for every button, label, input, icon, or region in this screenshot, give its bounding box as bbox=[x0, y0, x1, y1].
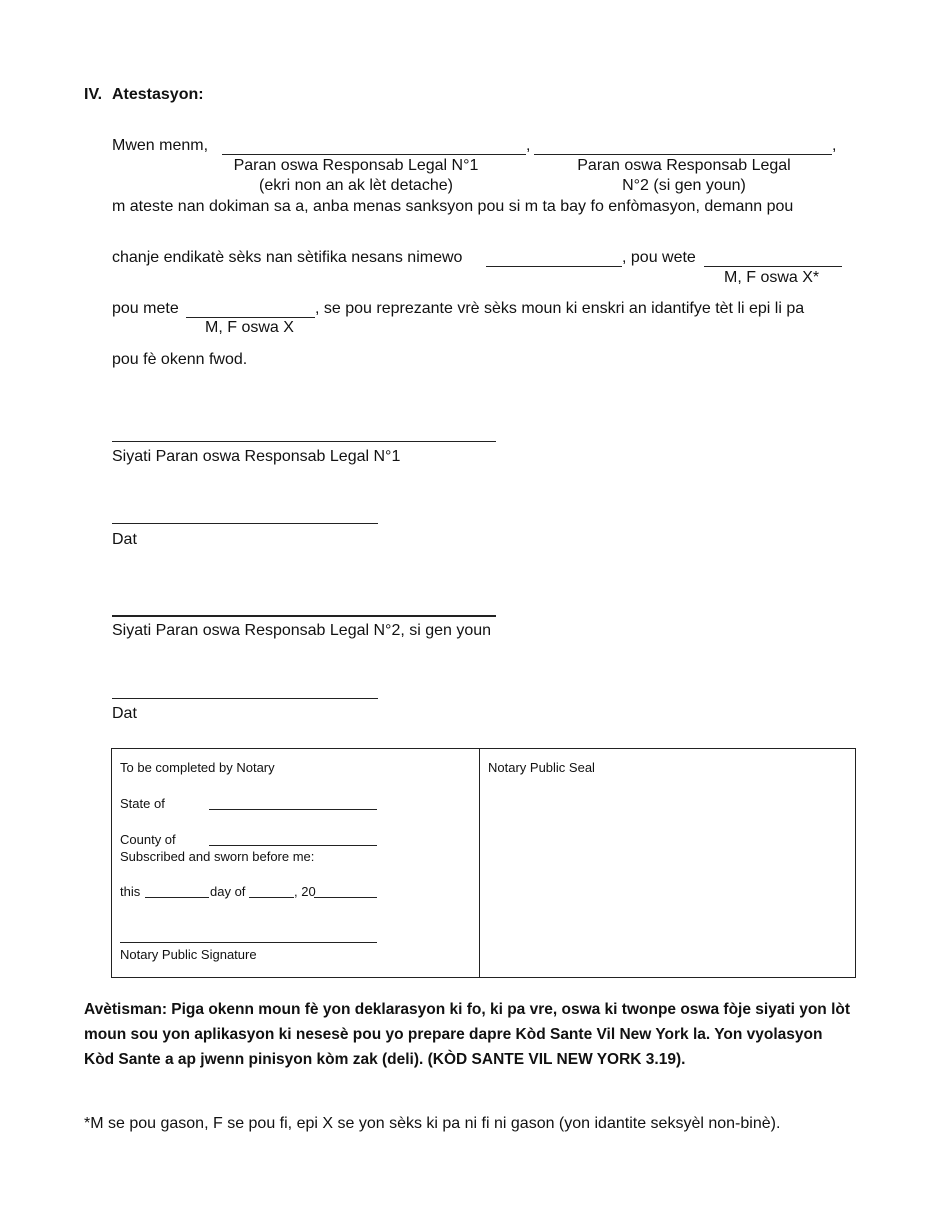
notary-month-field[interactable] bbox=[249, 897, 294, 898]
section-title: Atestasyon: bbox=[112, 86, 204, 103]
statement-line-4: pou fè okenn fwod. bbox=[112, 351, 248, 368]
notary-seal-label: Notary Public Seal bbox=[488, 760, 595, 775]
date-2-field[interactable] bbox=[112, 698, 378, 699]
remove-sex-field[interactable] bbox=[704, 266, 842, 267]
notary-county-field[interactable] bbox=[209, 845, 377, 846]
wete-caption: M, F oswa X* bbox=[724, 269, 820, 286]
notary-day-of-label: day of bbox=[210, 884, 246, 899]
statement-line-3: , se pou reprezante vrè sèks moun ki enskri an idantifye tèt li epi li pa bbox=[315, 300, 805, 317]
notary-sworn-label: Subscribed and sworn before me: bbox=[120, 849, 315, 864]
notary-divider bbox=[479, 748, 480, 978]
certificate-number-field[interactable] bbox=[486, 266, 622, 267]
comma-1: , bbox=[526, 137, 531, 154]
date-1-label: Dat bbox=[112, 531, 137, 548]
statement-line-1: m ateste nan dokiman sa a, anba menas sanksyon pou si m ta bay fo enfòmasyon, demann pou bbox=[112, 198, 794, 215]
pou-mete-text: pou mete bbox=[112, 300, 179, 317]
date-2-label: Dat bbox=[112, 705, 137, 722]
intro-text: Mwen menm, bbox=[112, 137, 209, 154]
statement-line-2: chanje endikatè sèks nan sètifika nesans nimewo bbox=[112, 249, 463, 266]
parent1-caption-1: Paran oswa Responsab Legal N°1 bbox=[233, 157, 479, 174]
notary-this-label: this bbox=[120, 884, 141, 899]
notary-signature-label: Notary Public Signature bbox=[120, 947, 257, 962]
section-number: IV. bbox=[84, 86, 103, 103]
add-sex-field[interactable] bbox=[186, 317, 315, 318]
notary-county-label: County of bbox=[120, 832, 176, 847]
signature-1-field[interactable] bbox=[112, 441, 496, 442]
comma-2: , bbox=[832, 137, 837, 154]
parent2-caption-2: N°2 (si gen youn) bbox=[622, 177, 746, 194]
pou-wete-text: , pou wete bbox=[622, 249, 696, 266]
signature-2-field[interactable] bbox=[112, 615, 496, 617]
parent1-caption-2: (ekri non an ak lèt detache) bbox=[259, 177, 453, 194]
notary-signature-field[interactable] bbox=[120, 942, 377, 943]
signature-2-label: Siyati Paran oswa Responsab Legal N°2, si gen youn bbox=[112, 622, 492, 639]
warning-text: Avètisman: Piga okenn moun fè yon deklarasyon ki fo, ki pa vre, oswa ki twonpe oswa fòje siyati yon lòt moun sou yon aplikasyon ki nesesè pou yo prepare dapre Kòd Sante Vil New York la. Yon vyolasyon Kòd Sante a ap jwenn pinisyon kòm zak (deli). (KÒD SANTE VIL NEW YORK 3.19). bbox=[84, 1001, 851, 1068]
notary-heading: To be completed by Notary bbox=[120, 760, 275, 775]
signature-1-label: Siyati Paran oswa Responsab Legal N°1 bbox=[112, 448, 401, 465]
mete-caption: M, F oswa X bbox=[205, 319, 294, 336]
footnote-text: *M se pou gason, F se pou fi, epi X se yon sèks ki pa ni fi ni gason (yon idantite seksyèl non-binè). bbox=[84, 1115, 781, 1132]
date-1-field[interactable] bbox=[112, 523, 378, 524]
notary-year-prefix: , 20 bbox=[294, 884, 316, 899]
parent1-name-field[interactable] bbox=[222, 154, 526, 155]
notary-state-field[interactable] bbox=[209, 809, 377, 810]
parent2-name-field[interactable] bbox=[534, 154, 832, 155]
notary-day-field[interactable] bbox=[145, 897, 209, 898]
notary-state-label: State of bbox=[120, 796, 165, 811]
parent2-caption-1: Paran oswa Responsab Legal bbox=[577, 157, 791, 174]
notary-year-field[interactable] bbox=[314, 897, 377, 898]
